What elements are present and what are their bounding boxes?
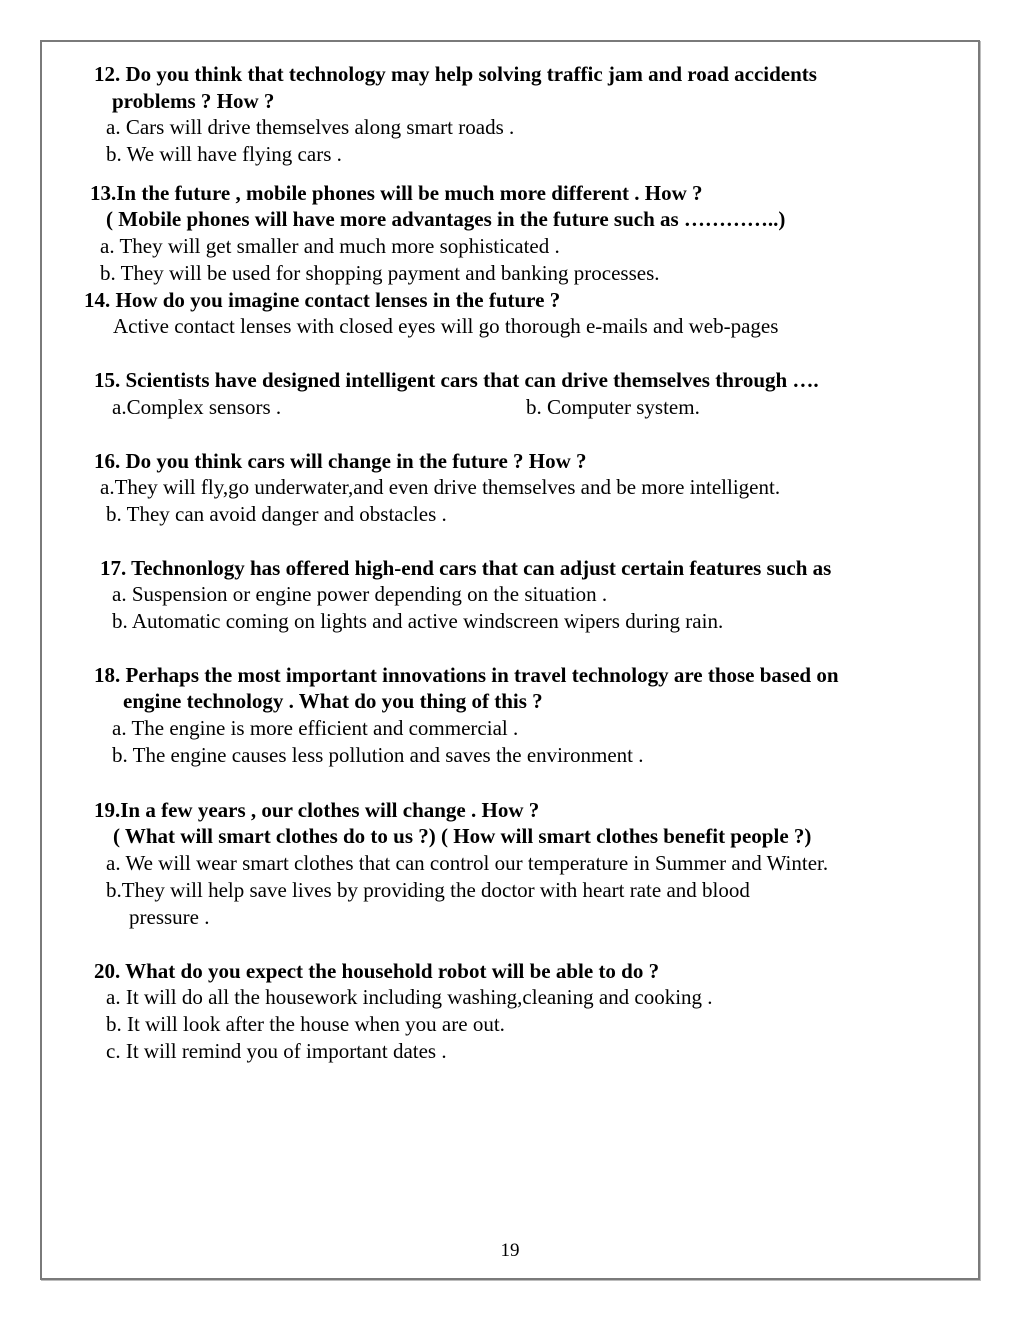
answer-19-b: b.They will help save lives by providing the doctor with heart rate and blood bbox=[106, 878, 750, 902]
question-18: 18. Perhaps the most important innovations in travel technology are those based on bbox=[94, 663, 839, 687]
question-20: 20. What do you expect the household robot will be able to do ? bbox=[94, 959, 660, 983]
answer-12-b: b. We will have flying cars . bbox=[106, 142, 342, 166]
question-19-cont: ( What will smart clothes do to us ?) ( How will smart clothes benefit people ?) bbox=[113, 824, 812, 848]
answer-18-b: b. The engine causes less pollution and saves the environment . bbox=[112, 743, 644, 767]
question-13-cont: ( Mobile phones will have more advantages in the future such as …………..) bbox=[106, 207, 786, 231]
answer-20-c: c. It will remind you of important dates . bbox=[106, 1039, 447, 1063]
question-16: 16. Do you think cars will change in the future ? How ? bbox=[94, 449, 587, 473]
answer-13-b: b. They will be used for shopping payment and banking processes. bbox=[100, 261, 660, 285]
answer-19-b-cont: pressure . bbox=[129, 905, 210, 929]
question-13: 13.In the future , mobile phones will be much more different . How ? bbox=[90, 181, 703, 205]
answer-16-b: b. They can avoid danger and obstacles . bbox=[106, 502, 447, 526]
question-19: 19.In a few years , our clothes will change . How ? bbox=[94, 798, 540, 822]
question-17: 17. Technonlogy has offered high-end cars that can adjust certain features such as bbox=[100, 556, 832, 580]
answer-17-a: a. Suspension or engine power depending on the situation . bbox=[112, 582, 608, 606]
answer-12-a: a. Cars will drive themselves along smart roads . bbox=[106, 115, 515, 139]
question-12-cont: problems ? How ? bbox=[112, 89, 275, 113]
question-14: 14. How do you imagine contact lenses in the future ? bbox=[84, 288, 561, 312]
answer-17-b: b. Automatic coming on lights and active windscreen wipers during rain. bbox=[112, 609, 724, 633]
answer-16-a: a.They will fly,go underwater,and even drive themselves and be more intelligent. bbox=[100, 475, 781, 499]
answer-15-a: a.Complex sensors . bbox=[112, 395, 282, 419]
page-number: 19 bbox=[500, 1240, 520, 1261]
answer-14: Active contact lenses with closed eyes will go thorough e-mails and web-pages bbox=[113, 314, 779, 338]
answer-18-a: a. The engine is more efficient and commercial . bbox=[112, 716, 519, 740]
answer-19-a: a. We will wear smart clothes that can control our temperature in Summer and Winter. bbox=[106, 851, 829, 875]
answer-13-a: a. They will get smaller and much more sophisticated . bbox=[100, 234, 560, 258]
question-12: 12. Do you think that technology may help solving traffic jam and road accidents bbox=[94, 62, 817, 86]
answer-20-a: a. It will do all the housework including washing,cleaning and cooking . bbox=[106, 985, 713, 1009]
question-18-cont: engine technology . What do you thing of this ? bbox=[123, 689, 543, 713]
question-15: 15. Scientists have designed intelligent cars that can drive themselves through …. bbox=[94, 368, 819, 392]
answer-20-b: b. It will look after the house when you are out. bbox=[106, 1012, 505, 1036]
answer-15-b: b. Computer system. bbox=[526, 395, 700, 419]
